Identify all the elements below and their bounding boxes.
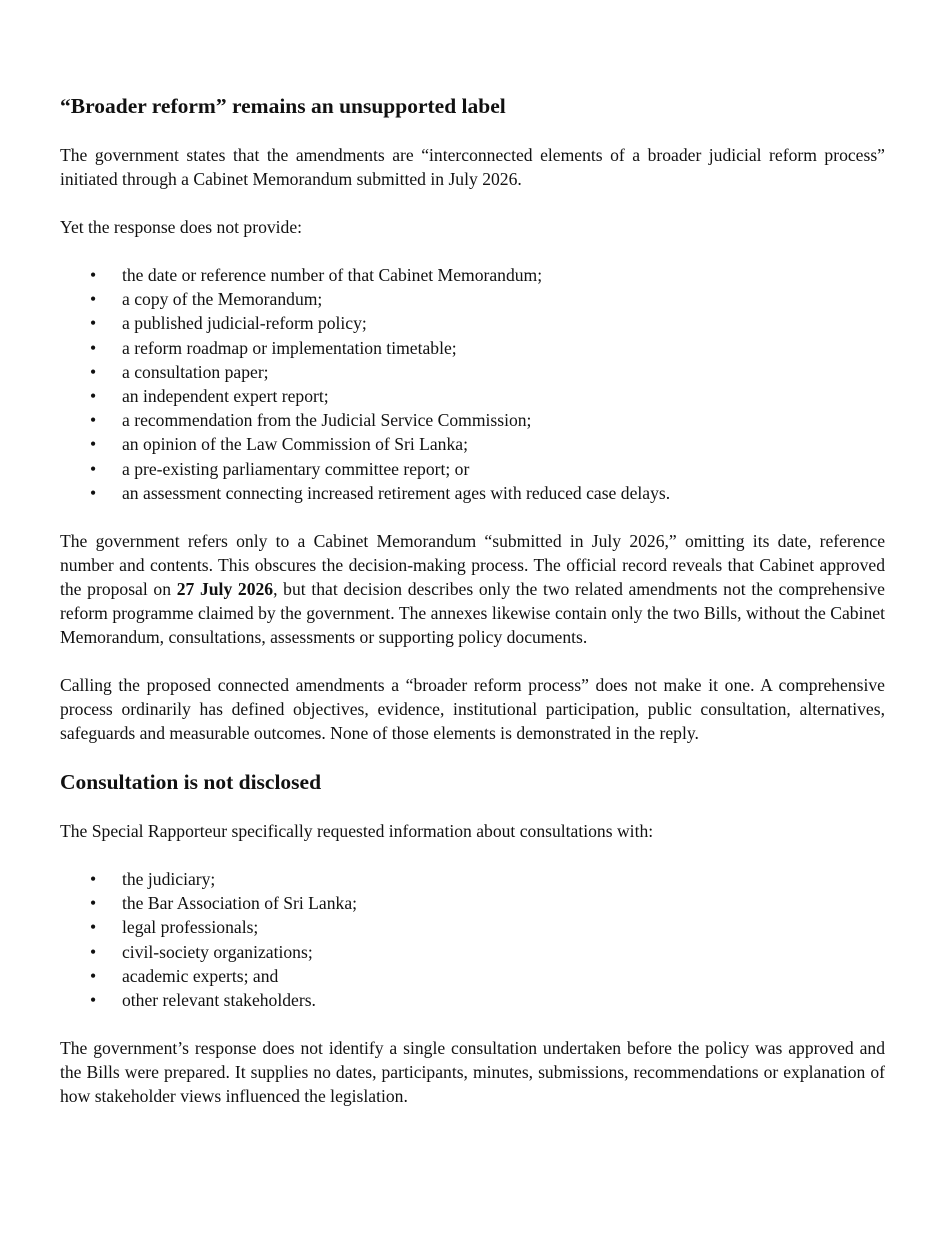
paragraph-cabinet-memorandum — [60, 529, 885, 649]
list-item: • academic experts; and — [60, 964, 885, 988]
paragraph-government-states: The government states that the amendments are “interconnected elements of a broader judicial reform process” initiated through a Cabinet Memorandum submitted in July 2026. — [60, 145, 885, 189]
list-item: • an opinion of the Law Commission of Sri Lanka; — [60, 432, 885, 456]
section-heading-broader-reform: “Broader reform” remains an unsupported label — [60, 94, 506, 118]
list-item: • a reform roadmap or implementation timetable; — [60, 336, 885, 360]
paragraph-special-rapporteur: The Special Rapporteur specifically requested information about consultations with: — [60, 821, 654, 842]
list-item: • an assessment connecting increased retirement ages with reduced case delays. — [60, 481, 885, 505]
bullet-list-missing-documents — [60, 263, 885, 505]
list-item: • civil-society organizations; — [60, 940, 885, 964]
list-item: • the Bar Association of Sri Lanka; — [60, 891, 885, 915]
list-item: • legal professionals; — [60, 915, 885, 939]
list-item: • the date or reference number of that Cabinet Memorandum; — [60, 263, 885, 287]
list-item: • a pre-existing parliamentary committee report; or — [60, 457, 885, 481]
list-item: • a recommendation from the Judicial Service Commission; — [60, 408, 885, 432]
paragraph-response-does-not-provide: Yet the response does not provide: — [60, 217, 303, 237]
paragraph-calling-amendments: Calling the proposed connected amendments a “broader reform process” does not make it one. A comprehensive process ordinarily has defined objectives, evidence, institutional participation, public consultation, alternatives, safeguards and measurable outcomes. None of those elements is demonstrated in the reply. — [60, 675, 885, 744]
paragraph-no-consultation: The government’s response does not identify a single consultation undertaken before the policy was approved and the Bills were prepared. It supplies no dates, participants, minutes, submissions, recommendations or explanation of how stakeholder views influenced the legislation. — [60, 1038, 885, 1107]
section-heading-consultation: Consultation is not disclosed — [60, 770, 322, 795]
list-item: • the judiciary; — [60, 867, 885, 891]
document-page — [60, 92, 885, 1108]
list-item: • a copy of the Memorandum; — [60, 287, 885, 311]
paragraph-text: The government refers only to a Cabinet Memorandum “submitted in July 2026,” omitting its date, reference number and contents. This obscures the decision-making process. The official record reveals that Cabinet approved the proposal on — [60, 531, 885, 600]
list-item: • a consultation paper; — [60, 360, 885, 384]
list-item: • a published judicial-reform policy; — [60, 311, 885, 335]
list-item: • an independent expert report; — [60, 384, 885, 408]
bullet-list-stakeholders — [60, 867, 885, 1012]
list-item: • other relevant stakeholders. — [60, 988, 885, 1012]
bold-date: 27 July 2026 — [176, 579, 274, 600]
paragraph-text: , but that decision describes only the two related amendments not the comprehensive reform programme claimed by the government. The annexes likewise contain only the two Bills, without the Cabinet Memorandum, consultations, assessments or supporting policy documents. — [60, 579, 885, 648]
